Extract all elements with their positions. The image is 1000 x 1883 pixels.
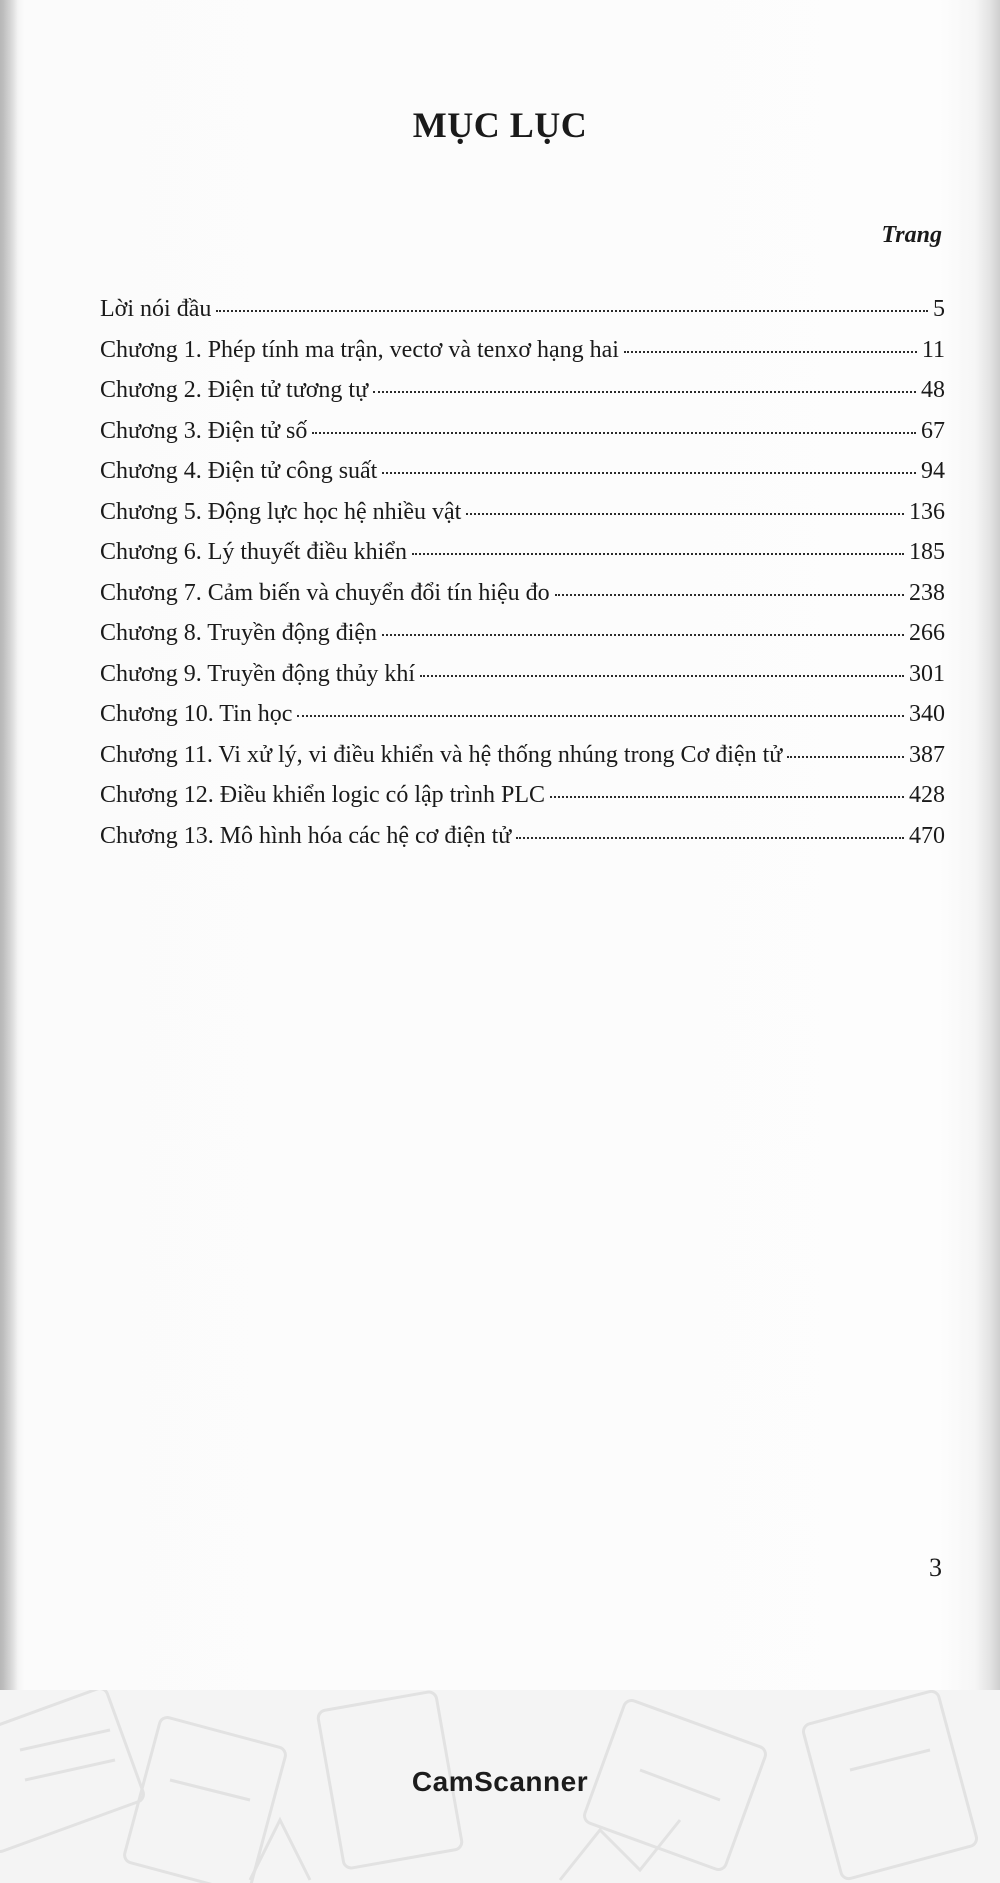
dot-leader	[550, 796, 904, 798]
toc-entry-label: Chương 8. Truyền động điện	[100, 620, 378, 646]
dot-leader	[373, 391, 916, 393]
page-title: MỤC LỤC	[412, 105, 588, 145]
toc-entry	[100, 742, 945, 783]
toc-entry-label: Chương 3. Điện tử số	[100, 417, 308, 444]
toc-entry	[100, 661, 945, 702]
toc-entry	[100, 701, 945, 742]
dot-leader	[420, 675, 904, 677]
dot-leader	[382, 472, 916, 474]
dot-leader	[516, 837, 904, 839]
toc-entry-label: Chương 4. Điện tử công suất	[100, 458, 378, 484]
toc-entry-page: 136	[909, 498, 945, 525]
toc-entry-page: 67	[921, 417, 945, 444]
toc-entry-page: 185	[909, 539, 945, 565]
toc-entry-page: 5	[933, 296, 945, 322]
toc-entry-page: 94	[921, 458, 945, 484]
dot-leader	[382, 634, 904, 636]
dot-leader	[555, 594, 904, 596]
toc-entry-page: 48	[921, 377, 945, 403]
toc-entry-label: Chương 1. Phép tính ma trận, vectơ và tenxơ hạng hai	[100, 336, 619, 363]
toc-list	[100, 296, 945, 863]
toc-entry-label: Lời nói đầu	[100, 296, 212, 322]
toc-entry-page: 266	[909, 620, 945, 646]
toc-entry-label: Chương 9. Truyền động thủy khí	[100, 660, 416, 687]
toc-entry	[100, 580, 945, 621]
page-column-header: Trang	[881, 222, 942, 248]
dot-leader	[297, 715, 904, 717]
toc-entry-label: Chương 7. Cảm biến và chuyển đổi tín hiệu đo	[100, 579, 550, 606]
toc-entry	[100, 620, 945, 661]
toc-entry-label: Chương 11. Vi xử lý, vi điều khiển và hệ thống nhúng trong Cơ điện tử	[100, 741, 783, 768]
toc-entry-label: Chương 5. Động lực học hệ nhiều vật	[100, 498, 462, 525]
toc-entry-page: 238	[909, 579, 945, 606]
toc-entry-label: Chương 10. Tin học	[100, 701, 293, 727]
toc-entry-page: 340	[909, 701, 945, 727]
dot-leader	[216, 310, 928, 312]
dot-leader	[787, 756, 904, 758]
toc-entry-page: 470	[909, 822, 945, 849]
toc-entry	[100, 377, 945, 418]
toc-entry	[100, 337, 945, 378]
toc-entry	[100, 539, 945, 580]
toc-entry-label: Chương 12. Điều khiển logic có lập trình PLC	[100, 782, 545, 808]
toc-entry-page: 11	[921, 336, 945, 363]
dot-leader	[624, 351, 917, 353]
toc-entry	[100, 823, 945, 864]
toc-entry	[100, 782, 945, 823]
toc-entry-label: Chương 2. Điện tử tương tự	[100, 377, 369, 403]
toc-entry-label: Chương 13. Mô hình hóa các hệ cơ điện tử	[100, 822, 512, 849]
page-number: 3	[929, 1553, 942, 1582]
toc-entry	[100, 458, 945, 499]
dot-leader	[412, 553, 904, 555]
toc-entry	[100, 418, 945, 459]
dot-leader	[466, 513, 904, 515]
toc-entry-page: 387	[909, 741, 945, 768]
camscanner-brand: CamScanner	[411, 1766, 589, 1797]
toc-entry	[100, 296, 945, 337]
dot-leader	[312, 432, 916, 434]
toc-entry-page: 301	[909, 660, 945, 687]
toc-entry-label: Chương 6. Lý thuyết điều khiển	[100, 539, 407, 565]
scanner-watermark-footer	[0, 1690, 1000, 1883]
toc-entry	[100, 499, 945, 540]
toc-entry-page: 428	[909, 782, 945, 808]
